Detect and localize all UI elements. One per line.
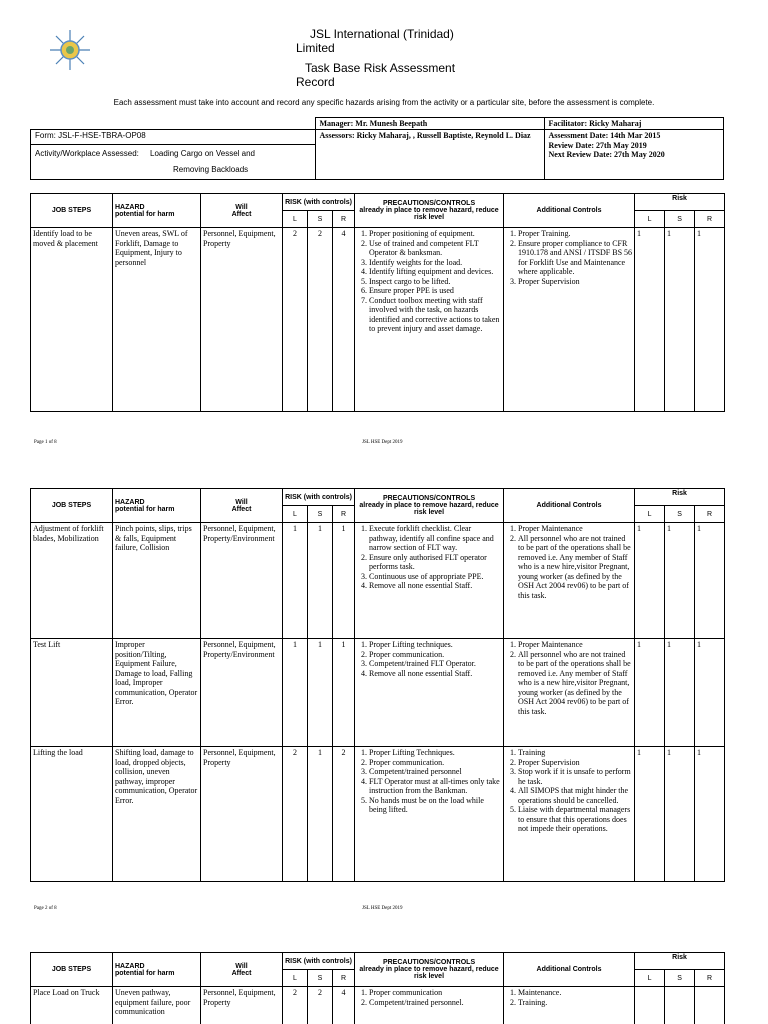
col-job-steps: JOB STEPS	[31, 194, 113, 228]
table-row: Place Load on Truck Uneven pathway, equipment failure, poor communication Personnel, Equipment, Property 2 2 4 1. Proper communication 2. Competent/trained personnel. 1. Maintenance. 2. Training.	[31, 987, 725, 1024]
col-s: S	[308, 211, 333, 228]
activity-label: Activity/Workplace Assessed:	[35, 149, 139, 158]
review-date: Review Date: 27th May 2019	[548, 140, 647, 150]
document-title: Task Base Risk Assessment	[305, 61, 456, 75]
col-affect: Affect	[231, 210, 252, 218]
facilitator: Facilitator: Ricky Maharaj	[544, 118, 724, 130]
company-name-line2: Limited	[296, 41, 335, 55]
table-row: Test Lift Improper position/Tilting, Equipment Failure, Damage to load, Falling load, Improper communication, Operator Error. Personnel, Equipment, Property/Environment 1 1 1 1. Proper Lifting techniques. 2. Proper communication. 3. Competent/trained FLT Operator. 4. Remove all none essential Staff. 1. Proper Maintenance 2. All personnel who are not trained to be part of the operations shall be removed i.e. Any member of Staff who is a new hire,visitor Pregnant, young worker (as defined by the OSH Act 2004 rev06) to be part of this task. 1 1 1	[31, 639, 725, 747]
col-r: R	[333, 211, 355, 228]
document-title-line2: Record	[296, 75, 335, 89]
page-number: Page 1 of 8	[34, 440, 57, 445]
manager: Manager: Mr. Munesh Beepath	[315, 118, 544, 130]
company-name: JSL International (Trinidad)	[310, 27, 454, 41]
company-logo	[48, 28, 92, 72]
activity-value: Loading Cargo on Vessel and	[150, 149, 255, 158]
assessors: Assessors: Ricky Maharaj, , Russell Baptiste, Reynold L. Diaz	[315, 130, 544, 180]
col-l: L	[283, 211, 308, 228]
risk-table-page2: JOB STEPS HAZARD potential for harm Will Affect RISK (with controls) PRECAUTIONS/CONTROLS already in place to remove hazard, reduce risk level Additional Controls Risk L S R L S R Adjustment of forklift blades, Mobilization Pinch points, slips, trips & falls, Equipment failure, Collision Personnel, Equipment, Property/Environment 1 1 1 1. Execute forklift checklist. Clear pathway, identify all confine space and narrow section of FLT way. 2. Ensure only authorised FLT operator performs task. 3. Continuous use of appropriate PPE. 4. Remove all none essential Staff. 1. Proper Maintenance 2. All personnel who are not trained to be part of the operations shall be removed i.e. Any member of Staff who is a new hire,visitor Pregnant, young worker (as defined by the OSH Act 2004 rev06) to be part of this task. 1 1 1 Test Lift Improper position/Tilting, Equipment Failure, Damage to load, Falling load, Improper communication, Operator Error. Personnel, Equipment, Property/Environment 1 1 1 1. Proper Lifting techniques. 2. Proper communication. 3. Competent/trained FLT Operator. 4. Remove all none essential Staff. 1. Proper Maintenance 2. All personnel who are not trained to be part of the operations shall be removed i.e. Any member of Staff who is a new hire,visitor Pregnant, young worker (as defined by the OSH Act 2004 rev06) to be part of this task. 1 1 1 Lifting the load Shifting load, damage to load, dropped objects, collision, uneven pathway, improper communication, Operator Error. Personnel, Equipment, Property 2 1 2 1. Proper Lifting Techniques. 2. Proper communication. 3. Competent/trained personnel 4. FLT Operator must at all-times only take instruction from the Bankman. 5. No hands must be on the load while being lifted. 1. Training 2. Proper Supervision 3. Stop work if it is unsafe to perform he task. 4. All SIMOPS that might hinder the operations should be cancelled. 5. Liaise with departmental managers to ensure that this operations does not impede their operations. 1 1 1	[30, 488, 725, 882]
col-risk-with-controls: RISK (with controls)	[283, 194, 355, 211]
col-r2: R	[695, 211, 725, 228]
col-l2: L	[635, 211, 665, 228]
col-risk: Risk	[635, 194, 725, 211]
footer-dept: JSL HSE Dept 2019	[362, 440, 403, 445]
next-review-date: Next Review Date: 27th May 2020	[548, 150, 665, 159]
col-additional-controls: Additional Controls	[504, 194, 635, 228]
col-precautions: PRECAUTIONS/CONTROLS	[382, 200, 476, 207]
col-hazard: HAZARD	[115, 203, 145, 211]
table-row: Identify load to be moved & placement Uneven areas, SWL of Forklift, Damage to Equipment, Injury to personnel Personnel, Equipment, Property 2 2 4 1. Proper positioning of equipment. 2. Use of trained and competent FLT Operator & banksman. 3. Identify weights for the load. 4. Identify lifting equipment and devices. 5. Inspect cargo to be lifted. 6. Ensure proper PPE is used 7. Conduct toolbox meeting with staff involved with the task, on hazards identified and corrective actions to taken to prevent injury and asset damage. 1. Proper Training. 2. Ensure proper compliance to CFR 1910.178 and ANSI / ITSDF BS 56 for Forklift Use and Maintenance where applicable. 3. Proper Supervision 1 1 1	[31, 228, 725, 412]
activity-value-line2: Removing Backloads	[173, 165, 249, 174]
instruction-text: Each assessment must take into account and record any specific hazards arising from the activity or a particular site, before the assessment is complete.	[113, 98, 655, 107]
assessment-date: Assessment Date: 14th Mar 2015	[548, 131, 661, 140]
form-number: Form: JSL-F-HSE-TBRA-OP08	[31, 130, 316, 145]
table-row: Lifting the load Shifting load, damage to load, dropped objects, collision, uneven pathway, improper communication, Operator Error. Personnel, Equipment, Property 2 1 2 1. Proper Lifting Techniques. 2. Proper communication. 3. Competent/trained personnel 4. FLT Operator must at all-times only take instruction from the Bankman. 5. No hands must be on the load while being lifted. 1. Training 2. Proper Supervision 3. Stop work if it is unsafe to perform he task. 4. All SIMOPS that might hinder the operations should be cancelled. 5. Liaise with departmental managers to ensure that this operations does not impede their operations. 1 1 1	[31, 747, 725, 882]
col-precautions-sub: already in place to remove hazard, reduce risk level	[359, 207, 499, 221]
assessment-info-table	[30, 117, 724, 180]
col-hazard-sub: potential for harm	[115, 210, 175, 218]
col-s2: S	[665, 211, 695, 228]
col-will: Will	[235, 203, 248, 211]
page-number-2: Page 2 of 8	[34, 906, 57, 911]
footer-dept-2: JSL HSE Dept 2019	[362, 906, 403, 911]
risk-table-page3: JOB STEPS HAZARD potential for harm Will Affect RISK (with controls) PRECAUTIONS/CONTROLS already in place to remove hazard, reduce risk level Additional Controls Risk L S R L S R Place Load on Truck Uneven pathway, equipment failure, poor communication Personnel, Equipment, Property 2 2 4 1. Proper communication 2. Competent/trained personnel. 1. Maintenance. 2. Training.	[30, 952, 725, 1024]
risk-table-page1	[30, 193, 725, 412]
table-row: Adjustment of forklift blades, Mobilization Pinch points, slips, trips & falls, Equipment failure, Collision Personnel, Equipment, Property/Environment 1 1 1 1. Execute forklift checklist. Clear pathway, identify all confine space and narrow section of FLT way. 2. Ensure only authorised FLT operator performs task. 3. Continuous use of appropriate PPE. 4. Remove all none essential Staff. 1. Proper Maintenance 2. All personnel who are not trained to be part of the operations shall be removed i.e. Any member of Staff who is a new hire,visitor Pregnant, young worker (as defined by the OSH Act 2004 rev06) to be part of this task. 1 1 1	[31, 523, 725, 639]
